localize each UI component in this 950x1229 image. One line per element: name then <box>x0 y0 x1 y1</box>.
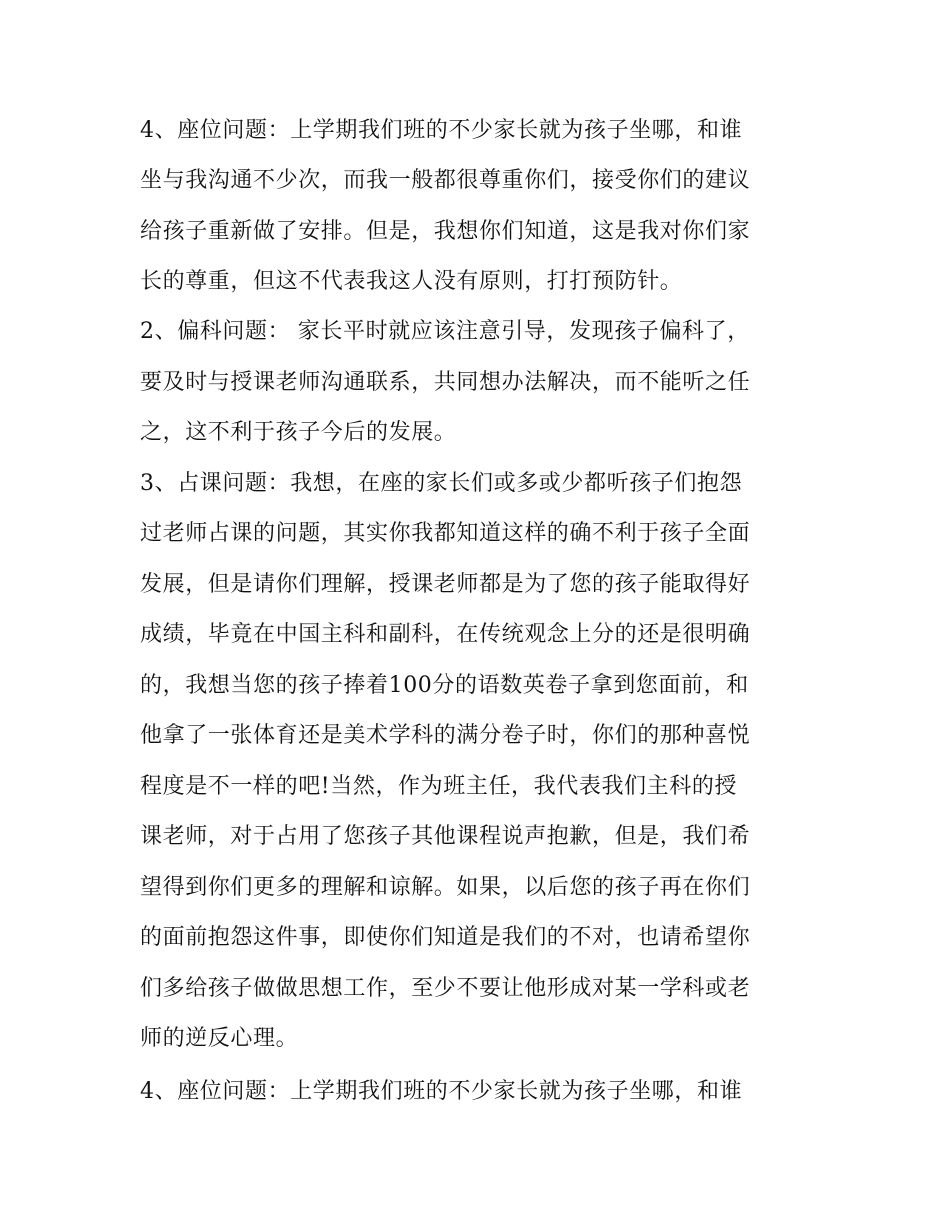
text-line: 给孩子重新做了安排。但是，我想你们知道，这是我对你们家 <box>140 219 751 244</box>
text-line: 长的尊重，但这不代表我这人没有原则，打打预防针。 <box>140 269 683 294</box>
text-line: 过老师占课的问题，其实你我都知道这样的确不利于孩子全面 <box>140 521 751 546</box>
text-line: 课老师，对于占用了您孩子其他课程说声抱歉，但是，我们希 <box>140 824 751 849</box>
text-line: 4、座位问题：上学期我们班的不少家长就为孩子坐哪，和谁 <box>140 1079 743 1104</box>
text-line: 要及时与授课老师沟通联系，共同想办法解决，而不能听之任 <box>140 370 751 395</box>
text-line: 程度是不一样的吧!当然，作为班主任，我代表我们主科的授 <box>140 774 738 799</box>
text-line: 的，我想当您的孩子捧着100分的语数英卷子拿到您面前，和 <box>140 673 749 698</box>
text-line: 他拿了一张体育还是美术学科的满分卷子时，你们的那种喜悦 <box>140 723 751 748</box>
text-line: 之，这不利于孩子今后的发展。 <box>140 420 457 445</box>
text-line: 发展，但是请你们理解，授课老师都是为了您的孩子能取得好 <box>140 572 751 597</box>
text-line: 3、占课问题：我想，在座的家长们或多或少都听孩子们抱怨 <box>140 471 743 496</box>
text-line: 成绩，毕竟在中国主科和副科，在传统观念上分的还是很明确 <box>140 622 751 647</box>
text-line: 坐与我沟通不少次，而我一般都很尊重你们，接受你们的建议 <box>140 168 751 193</box>
text-line: 2、偏科问题： 家长平时就应该注意引导，发现孩子偏科了， <box>140 319 750 344</box>
text-line: 的面前抱怨这件事，即使你们知道是我们的不对，也请希望你 <box>140 925 751 950</box>
text-line: 师的逆反心理。 <box>140 1026 299 1051</box>
text-line: 们多给孩子做做思想工作，至少不要让他形成对某一学科或老 <box>140 976 751 1001</box>
text-line: 4、座位问题：上学期我们班的不少家长就为孩子坐哪，和谁 <box>140 118 743 143</box>
text-line: 望得到你们更多的理解和谅解。如果，以后您的孩子再在你们 <box>140 875 751 900</box>
